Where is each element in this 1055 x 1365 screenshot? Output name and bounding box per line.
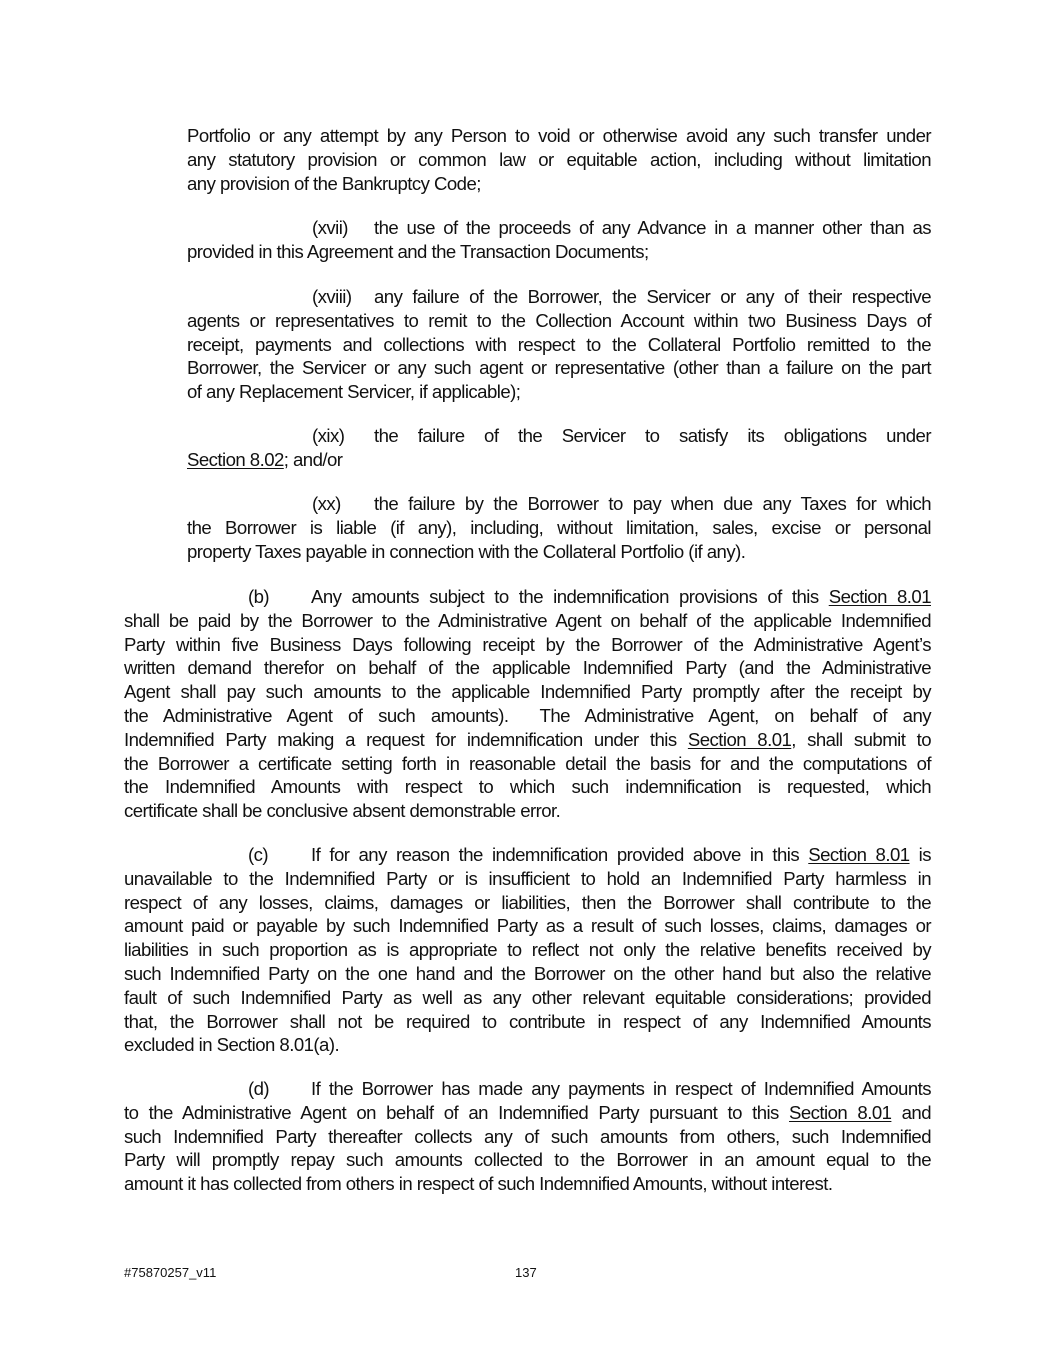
paragraph-continuation [187, 124, 931, 195]
text-line: amount paid or payable by such Indemnified Party as a result of such losses, claims, damages or [124, 915, 931, 937]
text-line: Indemnified Party making a request for indemnification under this Section 8.01, shall submit to [124, 728, 931, 750]
section-letter: (d) [248, 1078, 270, 1099]
clause-number: (xix) [312, 425, 345, 446]
clause-first-line [187, 492, 931, 516]
text-line: the Indemnified Amounts with respect to which such indemnification is requested, which [124, 776, 931, 798]
text-line: unavailable to the Indemnified Party or is insufficient to hold an Indemnified Party harmless in [124, 867, 931, 889]
clause-number: (xx) [312, 493, 341, 514]
text-line: Party will promptly repay such amounts collected to the Borrower in an amount equal to the [124, 1149, 931, 1171]
footer-page-number: 137 [515, 1265, 537, 1280]
section-reference-link[interactable]: Section 8.01 [789, 1101, 892, 1123]
text-line: such Indemnified Party on the one hand and the Borrower on the other hand but also the relative [124, 962, 931, 984]
text-line: to the Administrative Agent on behalf of an Indemnified Party pursuant to this Section 8.01 and [124, 1101, 931, 1123]
text-line: certificate shall be conclusive absent demonstrable error. [124, 800, 561, 822]
text-line: any statutory provision or common law or equitable action, including without limitation [187, 148, 931, 170]
clause-first-line [187, 216, 931, 240]
clause-number: (xvii) [312, 217, 348, 238]
clause-xix [187, 424, 931, 472]
text-line: any provision of the Bankruptcy Code; [187, 172, 481, 194]
section-text: Any amounts subject to the indemnification provisions of this Section 8.01 [311, 586, 931, 607]
text-line: fault of such Indemnified Party as well as any other relevant equitable considerations; provided [124, 986, 931, 1008]
text-line: receipt, payments and collections with respect to the Collateral Portfolio remitted to the [187, 333, 931, 355]
text-line: respect of any losses, claims, damages or liabilities, then the Borrower shall contribute to the [124, 891, 931, 913]
text-line: amount it has collected from others in respect of such Indemnified Amounts, without interest. [124, 1173, 833, 1195]
text-line: of any Replacement Servicer, if applicable); [187, 381, 521, 403]
section-reference-link[interactable]: Section 8.01 [828, 586, 931, 607]
text-line: the Borrower a certificate setting forth in reasonable detail the basis for and the computations of [124, 752, 931, 774]
section-text: If for any reason the indemnification provided above in this Section 8.01 is [311, 844, 931, 865]
text-line: the Administrative Agent of such amounts). The Administrative Agent, on behalf of any [124, 704, 931, 726]
section-letter: (b) [248, 586, 270, 607]
text-line: Portfolio or any attempt by any Person to void or otherwise avoid any such transfer under [187, 125, 931, 146]
text-line: written demand therefor on behalf of the applicable Indemnified Party (and the Administrative [124, 657, 931, 679]
text-line: shall be paid by the Borrower to the Administrative Agent on behalf of the applicable Indemnified [124, 609, 931, 631]
section-b [124, 585, 931, 823]
text-line: Party within five Business Days following receipt by the Borrower of the Administrative Agent’s [124, 633, 931, 655]
section-d [124, 1077, 931, 1196]
text-line: Borrower, the Servicer or any such agent or representative (other than a failure on the part [187, 357, 931, 379]
section-first-line [124, 1077, 931, 1101]
text-line: liabilities in such proportion as is appropriate to reflect not only the relative benefits received by [124, 939, 931, 961]
text-line: the Borrower is liable (if any), including, without limitation, sales, excise or personal [187, 516, 931, 538]
section-text: If the Borrower has made any payments in respect of Indemnified Amounts [311, 1078, 931, 1099]
section-reference-link[interactable]: Section 8.01 [687, 728, 792, 750]
section-first-line [124, 843, 931, 867]
clause-first-line [187, 285, 931, 309]
text-line: such Indemnified Party thereafter collects any of such amounts from others, such Indemnified [124, 1125, 931, 1147]
text-line: excluded in Section 8.01(a). [124, 1034, 340, 1056]
clause-text: any failure of the Borrower, the Servicer or any of their respective [374, 286, 931, 307]
clause-first-line [187, 424, 931, 448]
text-line: property Taxes payable in connection with the Collateral Portfolio (if any). [187, 540, 746, 562]
clause-xvii [187, 216, 931, 264]
footer-doc-id: #75870257_v11 [124, 1265, 217, 1280]
text-span: ; and/or [283, 448, 343, 470]
clause-text: the failure of the Servicer to satisfy its obligations under [374, 425, 931, 446]
clause-xx [187, 492, 931, 563]
clause-xviii [187, 285, 931, 404]
section-c [124, 843, 931, 1057]
text-line: provided in this Agreement and the Transaction Documents; [187, 240, 649, 262]
text-line: that, the Borrower shall not be required to contribute in respect of any Indemnified Amounts [124, 1010, 931, 1032]
section-reference-link[interactable]: Section 8.02 [187, 448, 284, 470]
clause-number: (xviii) [312, 286, 352, 307]
section-reference-link[interactable]: Section 8.01 [808, 844, 910, 865]
clause-text: the failure by the Borrower to pay when due any Taxes for which [374, 493, 931, 514]
section-first-line [124, 585, 931, 609]
text-line: Agent shall pay such amounts to the applicable Indemnified Party promptly after the receipt by [124, 681, 931, 703]
text-line: agents or representatives to remit to the Collection Account within two Business Days of [187, 309, 931, 331]
clause-text: the use of the proceeds of any Advance in a manner other than as [374, 217, 931, 238]
text-line [187, 448, 931, 472]
section-letter: (c) [248, 844, 269, 865]
